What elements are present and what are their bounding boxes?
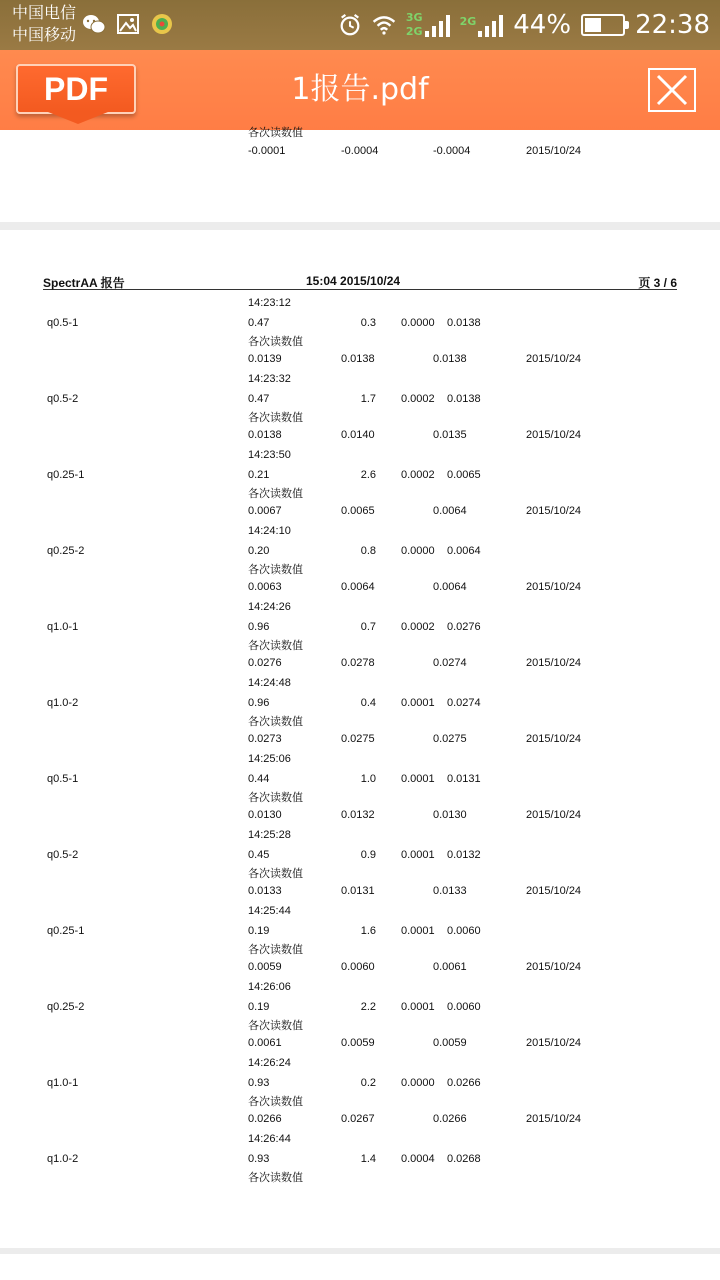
- notification-icons: [82, 12, 174, 36]
- battery-percent: 44%: [513, 10, 572, 40]
- reading-2: 0.0138: [341, 353, 375, 365]
- reading-time: 14:26:24: [248, 1057, 291, 1069]
- readings-label: 各次读数值: [248, 716, 303, 728]
- report-header-right: 页 3 / 6: [638, 276, 677, 290]
- sample-rsd: 1.0: [360, 773, 376, 785]
- pdf-page-2-tail: [0, 127, 720, 222]
- sample-sd: 0.0002: [401, 393, 435, 405]
- sample-mean: 0.0274: [447, 697, 481, 709]
- reading-date: 2015/10/24: [526, 505, 582, 517]
- sample-sd: 0.0002: [401, 621, 435, 633]
- signal-bars-2-icon: [478, 13, 503, 37]
- wechat-icon: [82, 12, 106, 36]
- reading-1: 0.0061: [248, 1037, 282, 1049]
- net-2g-label: 2G: [405, 25, 423, 38]
- document-title: 1报告.pdf: [291, 72, 429, 107]
- readings-label: 各次读数值: [248, 488, 303, 500]
- reading-time: 14:25:28: [248, 829, 291, 841]
- readings-label: 各次读数值: [248, 1172, 303, 1184]
- net-3g-label: 3G: [405, 11, 423, 24]
- reading-1: 0.0266: [248, 1113, 282, 1125]
- reading-date: 2015/10/24: [526, 961, 582, 973]
- sample-name: q0.25-1: [47, 469, 85, 481]
- sample-rsd: 2.6: [360, 469, 376, 481]
- sample-mean: 0.0131: [447, 773, 481, 785]
- sample-rsd: 2.2: [360, 1001, 376, 1013]
- reading-2: -0.0004: [341, 145, 379, 157]
- sample-concentration: 0.47: [248, 317, 270, 329]
- reading-1: 0.0067: [248, 505, 282, 517]
- reading-3: 0.0275: [433, 733, 467, 745]
- signal-2g: [460, 13, 504, 37]
- sample-sd: 0.0004: [401, 1153, 435, 1165]
- reading-date: 2015/10/24: [526, 1113, 582, 1125]
- report-header-center: 15:04 2015/10/24: [306, 274, 401, 288]
- sample-mean: 0.0065: [447, 469, 481, 481]
- clock: 22:38: [635, 10, 710, 40]
- sample-rsd: 0.4: [360, 697, 376, 709]
- reading-time: 14:23:32: [248, 373, 291, 385]
- sample-name: q1.0-2: [47, 697, 79, 709]
- reading-3: 0.0266: [433, 1113, 467, 1125]
- report-header-left: SpectrAA 报告: [43, 276, 125, 290]
- readings-label: 各次读数值: [248, 792, 303, 804]
- reading-time: 14:23:50: [248, 449, 291, 461]
- reading-date: 2015/10/24: [526, 657, 582, 669]
- sample-name: q1.0-1: [47, 1077, 79, 1089]
- reading-2: 0.0132: [341, 809, 375, 821]
- sample-mean: 0.0138: [447, 393, 481, 405]
- readings-label: 各次读数值: [248, 412, 303, 424]
- reading-3: 0.0274: [433, 657, 467, 669]
- image-icon: [116, 12, 140, 36]
- readings-label: 各次读数值: [248, 1096, 303, 1108]
- status-right: [338, 0, 710, 50]
- reading-2: 0.0059: [341, 1037, 375, 1049]
- reading-1: 0.0063: [248, 581, 282, 593]
- sample-name: q1.0-2: [47, 1153, 79, 1165]
- sample-sd: 0.0001: [401, 1001, 435, 1013]
- reading-2: 0.0060: [341, 961, 375, 973]
- sample-name: q1.0-1: [47, 621, 79, 633]
- status-bar: [0, 0, 720, 50]
- reading-time: 14:26:44: [248, 1133, 291, 1145]
- sample-sd: 0.0001: [401, 697, 435, 709]
- sample-sd: 0.0001: [401, 925, 435, 937]
- reading-3: 0.0135: [433, 429, 467, 441]
- net-2g-label-2: 2G: [459, 15, 477, 28]
- reading-1: 0.0139: [248, 353, 282, 365]
- sample-rsd: 0.9: [360, 849, 376, 861]
- reading-1: 0.0276: [248, 657, 282, 669]
- sample-mean: 0.0064: [447, 545, 481, 557]
- sample-name: q0.25-2: [47, 1001, 85, 1013]
- sample-sd: 0.0000: [401, 545, 435, 557]
- reading-date: 2015/10/24: [526, 1037, 582, 1049]
- alarm-icon: [338, 13, 362, 37]
- reading-time: 14:25:44: [248, 905, 291, 917]
- sample-name: q0.25-1: [47, 925, 85, 937]
- reading-3: 0.0130: [433, 809, 467, 821]
- reading-date: 2015/10/24: [526, 145, 582, 157]
- carrier-1: 中国电信: [12, 3, 77, 22]
- reading-3: 0.0064: [433, 581, 467, 593]
- sample-concentration: 0.96: [248, 621, 270, 633]
- reading-date: 2015/10/24: [526, 429, 582, 441]
- sample-name: q0.25-2: [47, 545, 85, 557]
- reading-1: 0.0130: [248, 809, 282, 821]
- sample-name: q0.5-1: [47, 317, 79, 329]
- pdf-page-3: [0, 230, 720, 1248]
- sample-rsd: 0.2: [360, 1077, 376, 1089]
- reading-time: 14:24:10: [248, 525, 291, 537]
- sample-concentration: 0.19: [248, 925, 270, 937]
- sample-concentration: 0.44: [248, 773, 270, 785]
- sample-mean: 0.0138: [447, 317, 481, 329]
- sample-concentration: 0.96: [248, 697, 270, 709]
- reading-2: 0.0278: [341, 657, 375, 669]
- reading-date: 2015/10/24: [526, 885, 582, 897]
- reading-3: -0.0004: [433, 145, 471, 157]
- sample-rsd: 0.7: [360, 621, 376, 633]
- sample-concentration: 0.45: [248, 849, 270, 861]
- reading-3: 0.0061: [433, 961, 467, 973]
- reading-time: 14:25:06: [248, 753, 291, 765]
- readings-label: 各次读数值: [248, 868, 303, 880]
- sample-concentration: 0.19: [248, 1001, 270, 1013]
- sample-sd: 0.0001: [401, 773, 435, 785]
- reading-date: 2015/10/24: [526, 809, 582, 821]
- sample-mean: 0.0060: [447, 925, 481, 937]
- close-icon: [654, 72, 690, 108]
- reading-1: -0.0001: [248, 145, 286, 157]
- sample-mean: 0.0132: [447, 849, 481, 861]
- sample-concentration: 0.47: [248, 393, 270, 405]
- sample-sd: 0.0002: [401, 469, 435, 481]
- reading-time: 14:24:26: [248, 601, 291, 613]
- reading-2: 0.0267: [341, 1113, 375, 1125]
- signal-3g-2g: [406, 13, 450, 37]
- sample-concentration: 0.20: [248, 545, 270, 557]
- reading-2: 0.0131: [341, 885, 375, 897]
- sample-mean: 0.0276: [447, 621, 481, 633]
- sample-rsd: 1.6: [360, 925, 376, 937]
- reading-1: 0.0133: [248, 885, 282, 897]
- sample-name: q0.5-2: [47, 393, 79, 405]
- sample-name: q0.5-1: [47, 773, 79, 785]
- reading-date: 2015/10/24: [526, 581, 582, 593]
- pdf-badge: PDF: [16, 64, 136, 114]
- battery-icon: [581, 14, 625, 36]
- sample-mean: 0.0268: [447, 1153, 481, 1165]
- readings-label: 各次读数值: [248, 640, 303, 652]
- reading-3: 0.0059: [433, 1037, 467, 1049]
- wifi-icon: [372, 13, 396, 37]
- readings-label: 各次读数值: [248, 944, 303, 956]
- reading-time: 14:26:06: [248, 981, 291, 993]
- reading-date: 2015/10/24: [526, 733, 582, 745]
- reading-2: 0.0064: [341, 581, 375, 593]
- app-bar: [0, 50, 720, 130]
- close-button[interactable]: [648, 68, 696, 112]
- reading-2: 0.0065: [341, 505, 375, 517]
- sample-rsd: 1.4: [360, 1153, 376, 1165]
- sample-name: q0.5-2: [47, 849, 79, 861]
- sample-mean: 0.0266: [447, 1077, 481, 1089]
- reading-3: 0.0133: [433, 885, 467, 897]
- sample-sd: 0.0000: [401, 317, 435, 329]
- reading-1: 0.0138: [248, 429, 282, 441]
- readings-label: 各次读数值: [248, 1020, 303, 1032]
- reading-2: 0.0275: [341, 733, 375, 745]
- reading-3: 0.0138: [433, 353, 467, 365]
- sample-sd: 0.0001: [401, 849, 435, 861]
- reading-3: 0.0064: [433, 505, 467, 517]
- first-time: 14:23:12: [248, 297, 291, 309]
- reading-date: 2015/10/24: [526, 353, 582, 365]
- sample-concentration: 0.93: [248, 1077, 270, 1089]
- pdf-page-4-start: [0, 1254, 720, 1280]
- reading-time: 14:24:48: [248, 677, 291, 689]
- sample-concentration: 0.21: [248, 469, 270, 481]
- sample-concentration: 0.93: [248, 1153, 270, 1165]
- readings-label: 各次读数值: [248, 336, 303, 348]
- reading-1: 0.0273: [248, 733, 282, 745]
- sample-sd: 0.0000: [401, 1077, 435, 1089]
- sample-rsd: 1.7: [360, 393, 376, 405]
- reading-1: 0.0059: [248, 961, 282, 973]
- readings-label: 各次读数值: [248, 127, 303, 139]
- report-header: [43, 274, 677, 290]
- app-notification-icon: [150, 12, 174, 36]
- signal-bars-1-icon: [425, 13, 450, 37]
- sample-rsd: 0.3: [360, 317, 376, 329]
- carrier-names: [12, 2, 76, 46]
- reading-2: 0.0140: [341, 429, 375, 441]
- carrier-2: 中国移动: [12, 25, 77, 44]
- readings-label: 各次读数值: [248, 564, 303, 576]
- sample-mean: 0.0060: [447, 1001, 481, 1013]
- sample-rsd: 0.8: [360, 545, 376, 557]
